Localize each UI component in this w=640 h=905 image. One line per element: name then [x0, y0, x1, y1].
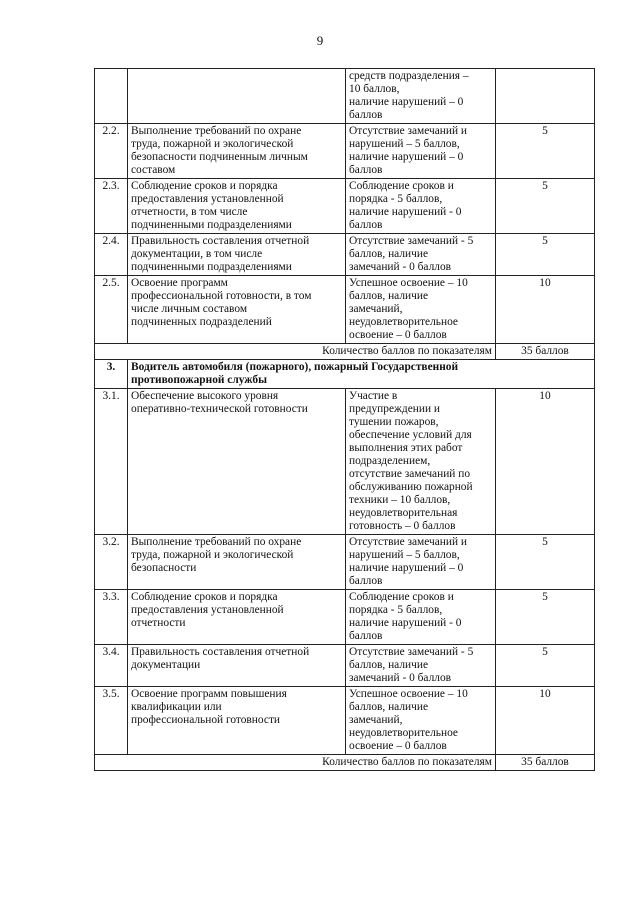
- table-row: [95, 645, 595, 687]
- table-row: [95, 179, 595, 234]
- indicator-cell: Соблюдение сроков и порядка предоставления установленной отчетности, в том числе подчиненными подразделениями: [128, 179, 346, 234]
- row-number: [95, 69, 128, 124]
- indicator-cell: Правильность составления отчетной документации: [128, 645, 346, 687]
- total-value: 35 баллов: [496, 344, 595, 360]
- row-number: 3.3.: [95, 590, 128, 645]
- criteria-cell: Успешное освоение – 10 баллов, наличие замечаний, неудовлетворительное освоение – 0 баллов: [346, 687, 496, 755]
- indicator-cell: Правильность составления отчетной документации, в том числе подчиненными подразделениями: [128, 234, 346, 276]
- max-score-cell: 5: [496, 590, 595, 645]
- section-title: Водитель автомобиля (пожарного), пожарный Государственной противопожарной службы: [128, 360, 595, 389]
- table-row: [95, 276, 595, 344]
- indicator-cell: Выполнение требований по охране труда, пожарной и экологической безопасности: [128, 535, 346, 590]
- max-score-cell: 5: [496, 645, 595, 687]
- table-row: [95, 590, 595, 645]
- row-number: 2.4.: [95, 234, 128, 276]
- max-score-cell: 5: [496, 234, 595, 276]
- criteria-cell: Отсутствие замечаний - 5 баллов, наличие замечаний - 0 баллов: [346, 645, 496, 687]
- total-label: Количество баллов по показателям: [95, 344, 496, 360]
- max-score-cell: 10: [496, 687, 595, 755]
- row-number: 2.3.: [95, 179, 128, 234]
- row-number: 2.5.: [95, 276, 128, 344]
- table-row: [95, 535, 595, 590]
- criteria-cell: Соблюдение сроков и порядка - 5 баллов, наличие нарушений - 0 баллов: [346, 590, 496, 645]
- table-row: [95, 687, 595, 755]
- criteria-cell: Участие в предупреждении и тушении пожаров, обеспечение условий для выполнения этих работ подразделением, отсутствие замечаний по обслуживанию пожарной техники – 10 баллов, неудовлетворительная готовность – 0 баллов: [346, 389, 496, 535]
- row-number: 3.1.: [95, 389, 128, 535]
- table-row: [95, 124, 595, 179]
- criteria-cell: Отсутствие замечаний и нарушений – 5 баллов, наличие нарушений – 0 баллов: [346, 124, 496, 179]
- indicator-cell: Освоение программ повышения квалификации или профессиональной готовности: [128, 687, 346, 755]
- max-score-cell: 10: [496, 389, 595, 535]
- criteria-cell: средств подразделения – 10 баллов, наличие нарушений – 0 баллов: [346, 69, 496, 124]
- criteria-table: [94, 68, 595, 771]
- total-row: [95, 344, 595, 360]
- criteria-cell: Отсутствие замечаний и нарушений – 5 баллов, наличие нарушений – 0 баллов: [346, 535, 496, 590]
- section-number: 3.: [95, 360, 128, 389]
- max-score-cell: 5: [496, 124, 595, 179]
- row-number: 3.5.: [95, 687, 128, 755]
- indicator-cell: [128, 69, 346, 124]
- indicator-cell: Освоение программ профессиональной готовности, в том числе личным составом подчиненных подразделений: [128, 276, 346, 344]
- criteria-cell: Успешное освоение – 10 баллов, наличие замечаний, неудовлетворительное освоение – 0 баллов: [346, 276, 496, 344]
- indicator-cell: Обеспечение высокого уровня оперативно-технической готовности: [128, 389, 346, 535]
- indicator-cell: Выполнение требований по охране труда, пожарной и экологической безопасности подчиненным личным составом: [128, 124, 346, 179]
- criteria-cell: Соблюдение сроков и порядка - 5 баллов, наличие нарушений - 0 баллов: [346, 179, 496, 234]
- row-number: 3.4.: [95, 645, 128, 687]
- max-score-cell: 5: [496, 179, 595, 234]
- indicator-cell: Соблюдение сроков и порядка предоставления установленной отчетности: [128, 590, 346, 645]
- total-row: [95, 755, 595, 771]
- total-value: 35 баллов: [496, 755, 595, 771]
- criteria-cell: Отсутствие замечаний - 5 баллов, наличие замечаний - 0 баллов: [346, 234, 496, 276]
- section-header-row: [95, 360, 595, 389]
- table-row: [95, 389, 595, 535]
- page-number: 9: [316, 33, 324, 48]
- table-row: [95, 69, 595, 124]
- row-number: 3.2.: [95, 535, 128, 590]
- max-score-cell: [496, 69, 595, 124]
- max-score-cell: 10: [496, 276, 595, 344]
- max-score-cell: 5: [496, 535, 595, 590]
- total-label: Количество баллов по показателям: [95, 755, 496, 771]
- row-number: 2.2.: [95, 124, 128, 179]
- table-row: [95, 234, 595, 276]
